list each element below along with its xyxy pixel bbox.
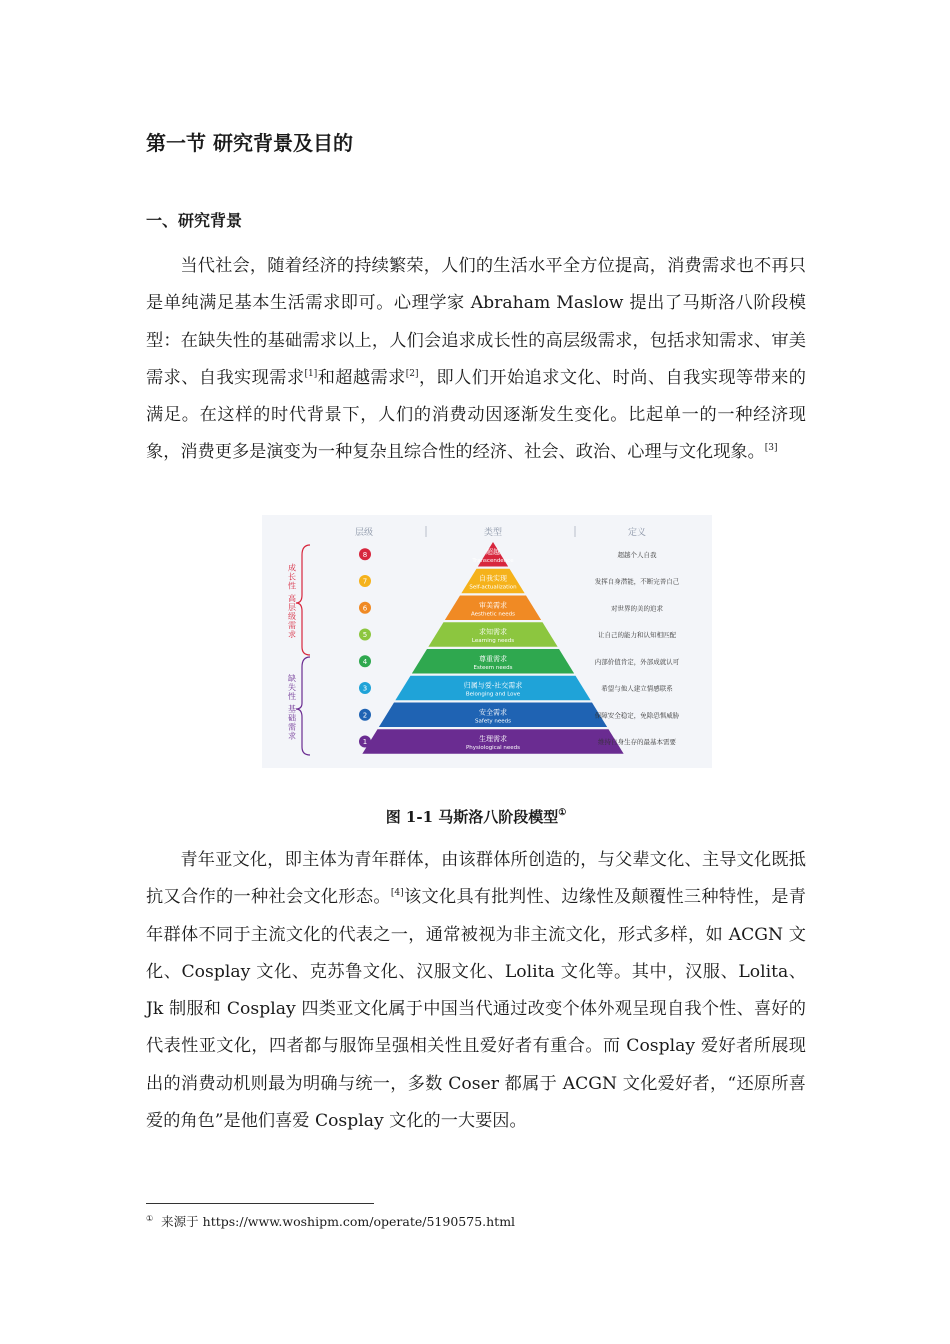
level-name-zh: 归属与爱-社交需求 xyxy=(463,681,523,690)
level-name-zh: 尊重需求 xyxy=(479,654,507,663)
level-definition: 希望与他人建立情感联系 xyxy=(601,684,673,693)
footnote-mark: ① xyxy=(146,1214,154,1223)
level-name-en: Safety needs xyxy=(475,718,511,725)
level-number: 8 xyxy=(362,550,368,559)
level-number: 3 xyxy=(362,684,368,693)
deficit-bracket xyxy=(296,657,310,755)
footnote xyxy=(146,1212,515,1230)
level-number: 5 xyxy=(362,631,368,640)
level-name-en: Transcendence xyxy=(472,557,514,564)
level-definition: 超越个人自我 xyxy=(617,550,657,559)
level-number: 6 xyxy=(362,604,368,613)
footnote-text[interactable]: 来源于 https://www.woshipm.com/operate/5190575.html xyxy=(161,1214,516,1229)
level-name-zh: 自我实现 xyxy=(479,574,507,583)
level-name-zh: 审美需求 xyxy=(479,601,507,610)
footnote-marker[interactable]: ① xyxy=(558,808,567,818)
level-name-en: Aesthetic needs xyxy=(470,611,516,618)
level-definition: 让自己的能力和认知相匹配 xyxy=(598,631,676,640)
level-name-zh: 超越 xyxy=(486,547,500,556)
header-level: 层级 xyxy=(354,528,374,538)
citation-4[interactable]: [4] xyxy=(390,888,404,899)
paragraph-text: 该文化具有批判性、边缘性及颠覆性三种特性，是青年群体不同于主流文化的代表之一，通常被视为非主流文化，形式多样，如 ACGN 文化、Cosplay 文化、克苏鲁文化、汉服文化、Lolita 文化等。其中，汉服、Lolita、Jk 制服和 Cosplay 四类亚文化属于中国当代通过改变个体外观呈现自我个性、喜好的代表性亚文化，四者都与服饰呈强相关性且爱好者有重合。而 Cosplay 爱好者所展现出的消费动机则最为明确与统一，多数 Coser 都属于 ACGN 文化爱好者，“还原所喜爱的角色”是他们喜爱 Cosplay 文化的一大要因。 xyxy=(146,887,806,1132)
deficit-label: 缺失性 基础需求 xyxy=(287,673,297,741)
citation-2[interactable]: [2] xyxy=(405,368,419,379)
growth-bracket xyxy=(296,545,310,655)
paragraph-text: 和超越需求 xyxy=(317,367,406,388)
maslow-pyramid-diagram xyxy=(262,515,712,768)
growth-label: 成长性 高层级需求 xyxy=(287,563,297,639)
level-number: 4 xyxy=(362,657,368,666)
level-definition: 内部价值肯定，外部成就认可 xyxy=(594,657,680,666)
citation-3[interactable]: [3] xyxy=(764,443,778,454)
level-definition: 维持自身生存的最基本需要 xyxy=(598,738,676,747)
level-number: 2 xyxy=(362,711,368,720)
level-name-zh: 求知需求 xyxy=(479,628,507,637)
footnote-divider xyxy=(146,1203,374,1204)
paragraph-research-background xyxy=(146,248,806,472)
paragraph-text: 青年亚文化，即主体为青年群体，由该群体所创造的，与父辈文化、主导文化既抵抗又合作的一种社会文化形态。 xyxy=(146,850,806,908)
level-definition: 保障安全稳定，免除恐惧威胁 xyxy=(594,711,680,720)
citation-1[interactable]: [1] xyxy=(304,368,318,379)
maslow-pyramid-figure xyxy=(262,515,712,768)
level-number: 1 xyxy=(362,738,368,747)
level-name-en: Esteem needs xyxy=(473,664,513,671)
caption-text: 图 1-1 马斯洛八阶段模型 xyxy=(385,808,559,826)
level-definition: 对世界的美的追求 xyxy=(611,604,663,613)
level-number: 7 xyxy=(362,577,368,586)
level-name-en: Learning needs xyxy=(471,638,515,645)
level-definition: 发挥自身潜能，不断完善自己 xyxy=(594,577,680,586)
paragraph-youth-subculture xyxy=(146,842,806,1140)
level-name-en: Belonging and Love xyxy=(465,691,521,698)
paragraph-text: ，即人们开始追求文化、时尚、自我实现等带来的满足。在这样的时代背景下，人们的消费动因逐渐发生变化。比起单一的一种经济现象，消费更多是演变为一种复杂且综合性的经济、社会、政治、心理与文化现象。 xyxy=(146,367,806,463)
level-name-en: Self-actualization xyxy=(469,584,517,591)
header-type: 类型 xyxy=(483,528,503,538)
level-name-en: Physiological needs xyxy=(465,745,521,752)
section-title: 第一节 研究背景及目的 xyxy=(146,131,353,155)
header-definition: 定义 xyxy=(627,528,647,538)
level-name-zh: 安全需求 xyxy=(479,708,507,717)
subsection-title: 一、研究背景 xyxy=(146,211,243,230)
figure-caption xyxy=(146,806,806,827)
paragraph-text: 当代社会，随着经济的持续繁荣，人们的生活水平全方位提高，消费需求也不再只是单纯满足基本生活需求即可。心理学家 Abraham Maslow 提出了马斯洛八阶段模型：在缺失性的基础需求以上，人们会追求成长性的高层级需求，包括求知需求、审美需求、自我实现需求 xyxy=(146,256,806,388)
level-name-zh: 生理需求 xyxy=(479,735,507,744)
